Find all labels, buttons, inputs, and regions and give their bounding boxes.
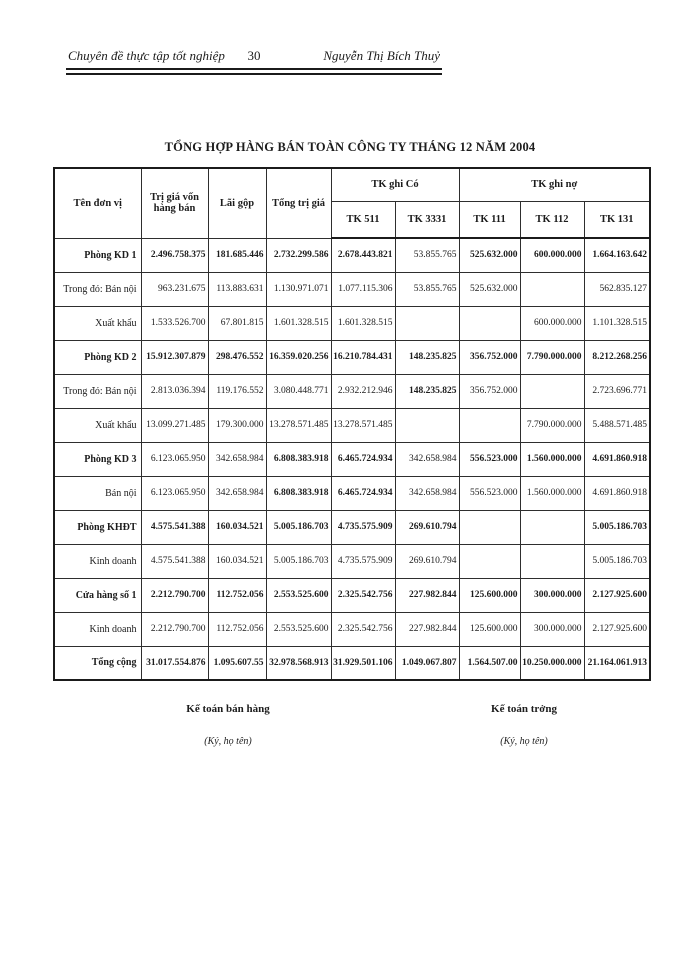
table-cell: 1.564.507.00 <box>459 646 520 680</box>
table-cell: 600.000.000 <box>520 238 584 272</box>
table-cell: 227.982.844 <box>395 578 459 612</box>
table-cell: 2.212.790.700 <box>141 612 208 646</box>
table-cell: 1.601.328.515 <box>266 306 331 340</box>
row-label: Xuất khẩu <box>54 306 141 340</box>
table-cell: 342.658.984 <box>395 442 459 476</box>
table-cell <box>459 544 520 578</box>
row-label: Trong đó: Bán nội <box>54 374 141 408</box>
table-header-row-groups <box>54 168 650 201</box>
table-cell <box>459 408 520 442</box>
row-label: Phòng KHĐT <box>54 510 141 544</box>
table-cell: 6.808.383.918 <box>266 476 331 510</box>
table-cell: 3.080.448.771 <box>266 374 331 408</box>
table-cell: 1.095.607.55 <box>208 646 266 680</box>
table-cell: 5.005.186.703 <box>266 510 331 544</box>
signature-left <box>186 703 269 747</box>
table-cell: 556.523.000 <box>459 476 520 510</box>
table-cell: 148.235.825 <box>395 374 459 408</box>
table-cell: 5.488.571.485 <box>584 408 650 442</box>
table-cell <box>520 510 584 544</box>
table-cell: 2.325.542.756 <box>331 578 395 612</box>
table-cell: 67.801.815 <box>208 306 266 340</box>
table-cell: 4.691.860.918 <box>584 442 650 476</box>
table-cell: 2.813.036.394 <box>141 374 208 408</box>
table-cell: 4.575.541.388 <box>141 510 208 544</box>
row-label: Kinh doanh <box>54 544 141 578</box>
table-cell: 2.553.525.600 <box>266 612 331 646</box>
col-header-total-value: Tổng trị giá <box>266 168 331 238</box>
table-cell: 31.017.554.876 <box>141 646 208 680</box>
table-cell: 13.099.271.485 <box>141 408 208 442</box>
col-header-unit: Tên đơn vị <box>54 168 141 238</box>
table-row <box>54 238 650 272</box>
table-cell: 112.752.056 <box>208 578 266 612</box>
table-cell: 2.678.443.821 <box>331 238 395 272</box>
signature-left-note: (Ký, họ tên) <box>204 736 252 747</box>
table-cell: 300.000.000 <box>520 578 584 612</box>
running-header <box>68 48 440 64</box>
row-label: Phòng KD 1 <box>54 238 141 272</box>
running-header-right: Nguyễn Thị Bích Thuỷ <box>323 48 440 63</box>
table-cell: 53.855.765 <box>395 272 459 306</box>
table-row <box>54 374 650 408</box>
table-cell: 1.533.526.700 <box>141 306 208 340</box>
report-title: TỔNG HỢP HÀNG BÁN TOÀN CÔNG TY THÁNG 12 NĂM 2004 <box>164 140 536 154</box>
table-row <box>54 544 650 578</box>
col-header-tk3331: TK 3331 <box>395 201 459 238</box>
table-cell: 298.476.552 <box>208 340 266 374</box>
row-label: Bán nội <box>54 476 141 510</box>
table-cell: 53.855.765 <box>395 238 459 272</box>
table-cell: 8.212.268.256 <box>584 340 650 374</box>
table-cell: 342.658.984 <box>208 442 266 476</box>
table-header <box>54 168 650 238</box>
table-cell <box>459 306 520 340</box>
table-cell: 125.600.000 <box>459 578 520 612</box>
table-row <box>54 510 650 544</box>
table-cell: 6.465.724.934 <box>331 442 395 476</box>
table-cell: 13.278.571.485 <box>266 408 331 442</box>
row-label: Cửa hàng số 1 <box>54 578 141 612</box>
page-number: 30 <box>247 48 261 63</box>
row-label: Trong đó: Bán nội <box>54 272 141 306</box>
table-cell: 2.732.299.586 <box>266 238 331 272</box>
signature-right <box>491 703 557 747</box>
table-cell: 13.278.571.485 <box>331 408 395 442</box>
table-cell <box>395 306 459 340</box>
row-label: Phòng KD 2 <box>54 340 141 374</box>
table-cell: 1.560.000.000 <box>520 476 584 510</box>
table-cell: 963.231.675 <box>141 272 208 306</box>
signature-right-title: Kế toán trởng <box>491 703 557 715</box>
col-header-tk511: TK 511 <box>331 201 395 238</box>
table-cell: 16.210.784.431 <box>331 340 395 374</box>
table-cell: 5.005.186.703 <box>584 510 650 544</box>
table-cell: 1.130.971.071 <box>266 272 331 306</box>
table-cell: 1.101.328.515 <box>584 306 650 340</box>
row-label: Phòng KD 3 <box>54 442 141 476</box>
table-row <box>54 578 650 612</box>
table-cell <box>520 374 584 408</box>
table-cell: 6.808.383.918 <box>266 442 331 476</box>
table-cell: 125.600.000 <box>459 612 520 646</box>
table-row <box>54 306 650 340</box>
table-body <box>54 238 650 680</box>
table-row <box>54 340 650 374</box>
table-cell: 7.790.000.000 <box>520 340 584 374</box>
table-cell: 6.123.065.950 <box>141 442 208 476</box>
table-row <box>54 442 650 476</box>
table-cell: 1.077.115.306 <box>331 272 395 306</box>
col-header-profit: Lãi gộp <box>208 168 266 238</box>
table-cell: 31.929.501.106 <box>331 646 395 680</box>
table-cell: 269.610.794 <box>395 544 459 578</box>
table-cell: 342.658.984 <box>395 476 459 510</box>
table-cell: 2.325.542.756 <box>331 612 395 646</box>
table-row <box>54 476 650 510</box>
table-cell: 5.005.186.703 <box>266 544 331 578</box>
table-cell <box>520 272 584 306</box>
table-cell: 2.127.925.600 <box>584 612 650 646</box>
table-cell: 356.752.000 <box>459 374 520 408</box>
table-cell: 148.235.825 <box>395 340 459 374</box>
table-cell: 32.978.568.913 <box>266 646 331 680</box>
running-header-left: Chuyên đề thực tập tốt nghiệp <box>68 48 225 63</box>
col-header-tk111: TK 111 <box>459 201 520 238</box>
table-cell: 179.300.000 <box>208 408 266 442</box>
table-row <box>54 612 650 646</box>
sales-summary-table <box>53 167 651 681</box>
table-cell: 1.049.067.807 <box>395 646 459 680</box>
table-cell: 1.664.163.642 <box>584 238 650 272</box>
table-row <box>54 646 650 680</box>
table-cell: 181.685.446 <box>208 238 266 272</box>
table-cell: 4.735.575.909 <box>331 544 395 578</box>
table-cell: 4.735.575.909 <box>331 510 395 544</box>
table-cell: 525.632.000 <box>459 238 520 272</box>
table-cell <box>395 408 459 442</box>
table-cell: 4.691.860.918 <box>584 476 650 510</box>
col-group-credit: TK ghi Có <box>331 168 459 201</box>
table-cell: 160.034.521 <box>208 510 266 544</box>
table-cell: 227.982.844 <box>395 612 459 646</box>
row-label: Kinh doanh <box>54 612 141 646</box>
col-header-cost: Trị giá vốn hàng bán <box>141 168 208 238</box>
table-cell: 2.212.790.700 <box>141 578 208 612</box>
col-group-debit: TK ghi nợ <box>459 168 650 201</box>
table-cell: 16.359.020.256 <box>266 340 331 374</box>
table-cell: 2.496.758.375 <box>141 238 208 272</box>
header-double-rule <box>66 68 442 75</box>
table-cell: 1.560.000.000 <box>520 442 584 476</box>
table-cell: 2.723.696.771 <box>584 374 650 408</box>
row-label: Xuất khẩu <box>54 408 141 442</box>
table-cell: 562.835.127 <box>584 272 650 306</box>
table-cell: 113.883.631 <box>208 272 266 306</box>
col-header-tk131: TK 131 <box>584 201 650 238</box>
table-cell: 2.127.925.600 <box>584 578 650 612</box>
signature-right-note: (Ký, họ tên) <box>500 736 548 747</box>
table-cell: 2.932.212.946 <box>331 374 395 408</box>
table-cell: 342.658.984 <box>208 476 266 510</box>
table-cell: 160.034.521 <box>208 544 266 578</box>
table-cell: 119.176.552 <box>208 374 266 408</box>
table-cell: 356.752.000 <box>459 340 520 374</box>
table-cell: 6.465.724.934 <box>331 476 395 510</box>
table-cell: 6.123.065.950 <box>141 476 208 510</box>
table-cell: 21.164.061.913 <box>584 646 650 680</box>
table-cell <box>459 510 520 544</box>
table-cell: 1.601.328.515 <box>331 306 395 340</box>
table-cell: 7.790.000.000 <box>520 408 584 442</box>
table-cell <box>520 544 584 578</box>
table-cell: 10.250.000.000 <box>520 646 584 680</box>
table-cell: 300.000.000 <box>520 612 584 646</box>
table-cell: 556.523.000 <box>459 442 520 476</box>
table-cell: 600.000.000 <box>520 306 584 340</box>
table-row <box>54 408 650 442</box>
row-label: Tổng cộng <box>54 646 141 680</box>
table-row <box>54 272 650 306</box>
table-cell: 4.575.541.388 <box>141 544 208 578</box>
col-header-tk112: TK 112 <box>520 201 584 238</box>
signature-left-title: Kế toán bán hàng <box>186 703 270 715</box>
table-cell: 15.912.307.879 <box>141 340 208 374</box>
table-cell: 2.553.525.600 <box>266 578 331 612</box>
table-cell: 269.610.794 <box>395 510 459 544</box>
table-cell: 525.632.000 <box>459 272 520 306</box>
table-cell: 5.005.186.703 <box>584 544 650 578</box>
table-cell: 112.752.056 <box>208 612 266 646</box>
